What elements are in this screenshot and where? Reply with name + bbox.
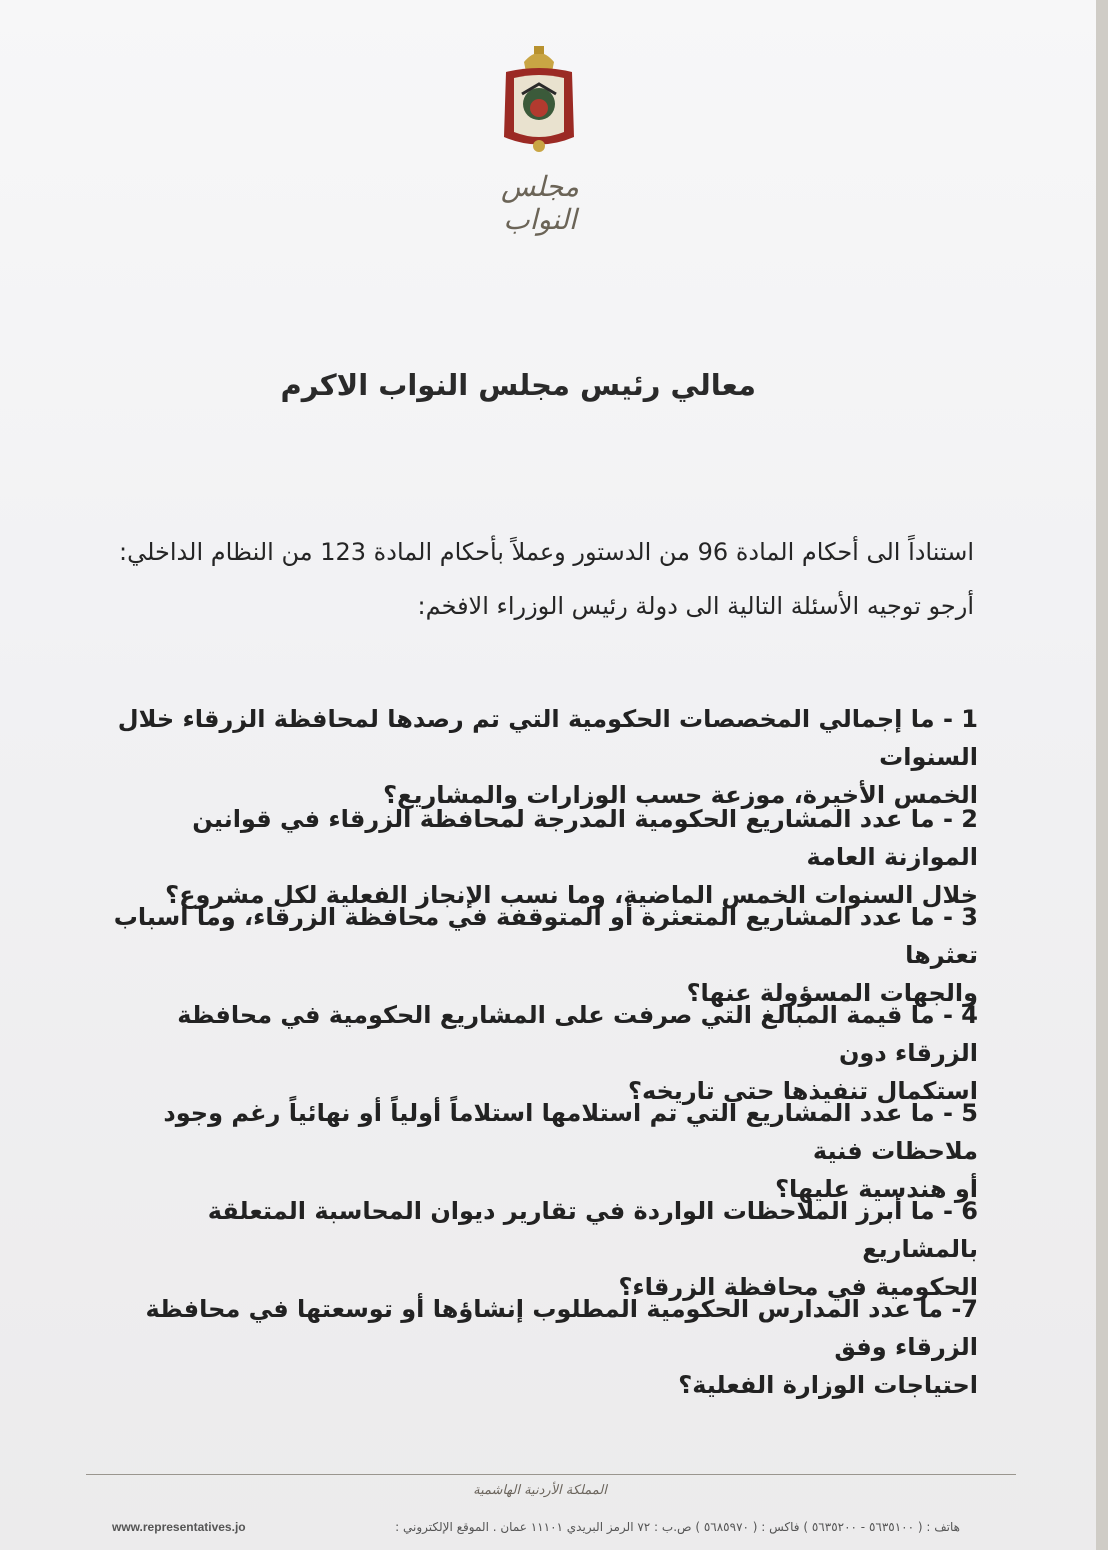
- footer-divider: [86, 1474, 1016, 1475]
- question-item: 1 - ما إجمالي المخصصات الحكومية التي تم رصدها لمحافظة الزرقاء خلال السنوات الخمس الأخيرة، موزعة حسب الوزارات والمشاريع؟: [117, 705, 978, 809]
- council-logo-text: مجلس النواب: [500, 170, 580, 236]
- question-item: 7- ما عدد المدارس الحكومية المطلوب إنشاؤها أو توسعتها في محافظة الزرقاء وفق احتياجات الوزارة الفعلية؟: [145, 1295, 978, 1399]
- question-item: 2 - ما عدد المشاريع الحكومية المدرجة لمحافظة الزرقاء في قوانين الموازنة العامة خلال السنوات الخمس الماضية، وما نسب الإنجاز الفعلية لكل مشروع؟: [165, 805, 978, 909]
- footer-contact-info: هاتف : ( ٥٦٣٥١٠٠ - ٥٦٣٥٢٠٠ ) فاكس : ( ٥٦٨٥٩٧٠ ) ص.ب : ٧٢ الرمز البريدي ١١١٠١ عمان . الموقع الإلكتروني :: [395, 1520, 960, 1534]
- royal-emblem-icon: [494, 42, 584, 157]
- footer-website-link[interactable]: www.representatives.jo: [112, 1520, 246, 1534]
- footer-kingdom-name: المملكة الأردنية الهاشمية: [473, 1483, 607, 1498]
- question-item: 3 - ما عدد المشاريع المتعثرة أو المتوقفة في محافظة الزرقاء، وما أسباب تعثرها والجهات المسؤولة عنها؟: [113, 903, 978, 1007]
- page-background-edge: [1096, 0, 1108, 1550]
- question-item: 6 - ما أبرز الملاحظات الواردة في تقارير ديوان المحاسبة المتعلقة بالمشاريع الحكومية في محافظة الزرقاء؟: [207, 1197, 978, 1301]
- question-item: 5 - ما عدد المشاريع التي تم استلامها استلاماً أولياً أو نهائياً رغم وجود ملاحظات فنية أو هندسية عليها؟: [163, 1099, 978, 1203]
- question-item: 4 - ما قيمة المبالغ التي صرفت على المشاريع الحكومية في محافظة الزرقاء دون استكمال تنفيذها حتى تاريخه؟: [177, 1001, 978, 1105]
- addressee-heading: معالي رئيس مجلس النواب الاكرم: [280, 368, 756, 402]
- intro-line-request: أرجو توجيه الأسئلة التالية الى دولة رئيس الوزراء الافخم:: [417, 592, 974, 620]
- intro-line-constitution: استناداً الى أحكام المادة 96 من الدستور وعملاً بأحكام المادة 123 من النظام الداخلي:: [119, 538, 974, 566]
